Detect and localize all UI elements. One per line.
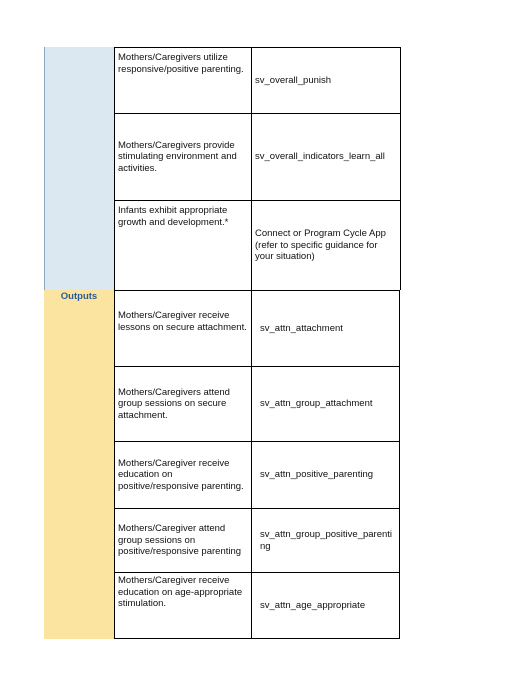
row-3-indicator: sv_attn_attachment — [251, 290, 400, 366]
row-0-indicator: sv_overall_punish — [251, 47, 401, 113]
row-7-indicator: sv_attn_age_appropriate — [251, 572, 400, 639]
row-7-description: Mothers/Caregiver receive education on age-appropriate stimulation. — [114, 572, 251, 639]
outputs-section-label: Outputs — [60, 291, 98, 302]
row-4-description: Mothers/Caregivers attend group sessions on secure attachment. — [114, 366, 251, 441]
row-1-indicator: sv_overall_indicators_learn_all — [251, 113, 401, 200]
row-2-indicator: Connect or Program Cycle App (refer to specific guidance for your situation) — [251, 200, 401, 290]
row-2-description: Infants exhibit appropriate growth and development.* — [114, 200, 251, 290]
row-6-indicator: sv_attn_group_positive_parenting — [251, 508, 400, 572]
outputs-section-band — [44, 290, 114, 639]
row-5-indicator: sv_attn_positive_parenting — [251, 441, 400, 508]
row-1-description: Mothers/Caregivers provide stimulating environment and activities. — [114, 113, 251, 200]
row-0-description: Mothers/Caregivers utilize responsive/positive parenting. — [114, 47, 251, 113]
outcomes-section-band — [44, 47, 115, 290]
row-5-description: Mothers/Caregiver receive education on positive/responsive parenting. — [114, 441, 251, 508]
row-6-description: Mothers/Caregiver attend group sessions on positive/responsive parenting — [114, 508, 251, 572]
row-3-description: Mothers/Caregiver receive lessons on secure attachment. — [114, 290, 251, 366]
row-4-indicator: sv_attn_group_attachment — [251, 366, 400, 441]
